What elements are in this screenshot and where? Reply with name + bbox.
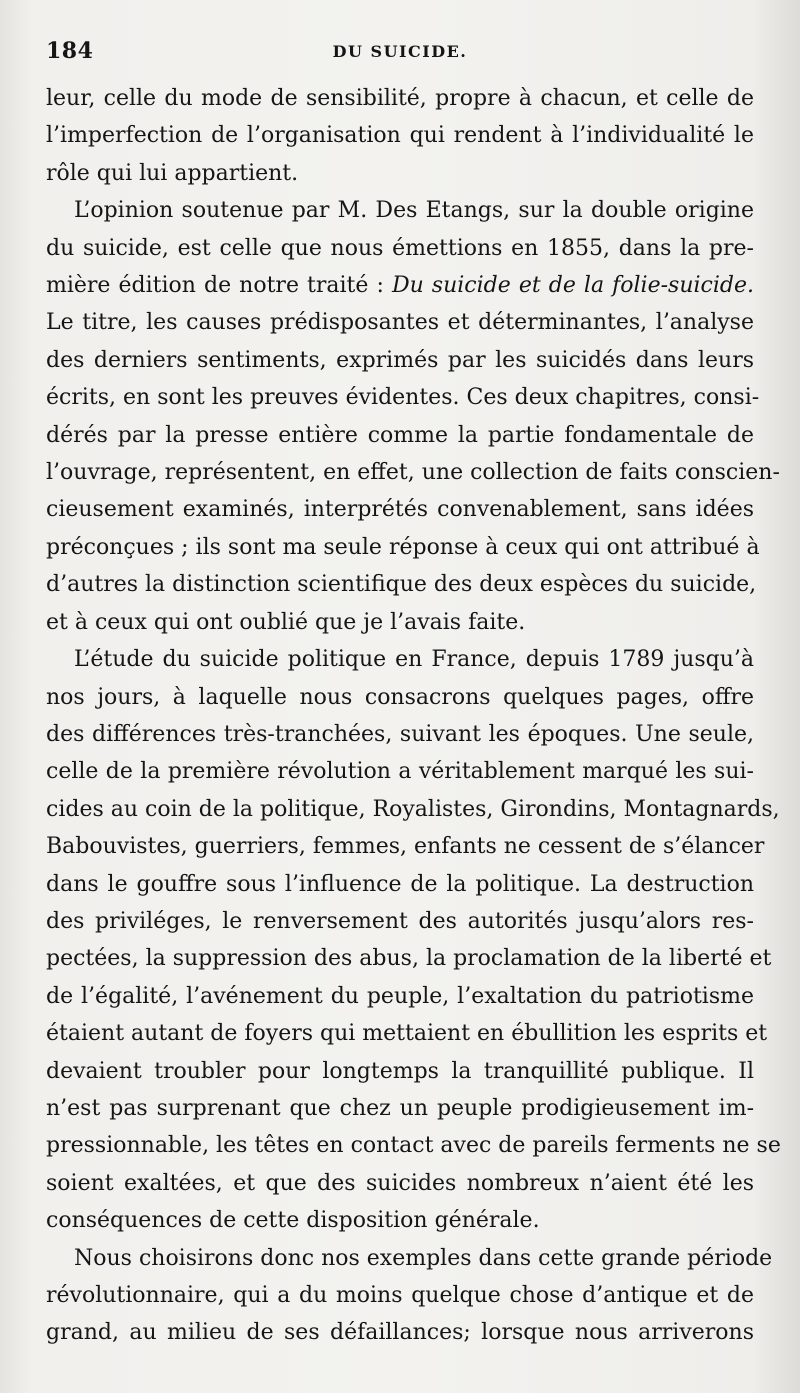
text-line: d’autres la distinction scientifique des deux espèces du suicide, (46, 572, 757, 598)
running-title: DU SUICIDE. (332, 42, 468, 61)
text-line: des différences très-tranchées, suivant les époques. Une seule, (46, 721, 754, 747)
text-line: L’étude du suicide politique en France, depuis 1789 jusqu’à (74, 647, 754, 673)
text-line: soient exaltées, et que des suicides nombreux n’aient été les (46, 1170, 754, 1196)
text-line: étaient autant de foyers qui mettaient en ébullition les esprits et (46, 1021, 768, 1047)
text-line: dérés par la presse entière comme la partie fondamentale de (46, 422, 754, 448)
book-title: Du suicide et de la folie-suicide. (391, 273, 754, 299)
text-line: l’ouvrage, représentent, en effet, une collection de faits conscien- (46, 460, 780, 486)
body-text (46, 80, 781, 1352)
text-line: pressionnable, les têtes en contact avec de pareils ferments ne se (46, 1133, 781, 1159)
text-line: devaient troubler pour longtemps la tranquillité publique. Il (46, 1058, 754, 1084)
text-line: cieusement examinés, interprétés convenablement, sans idées (46, 497, 754, 523)
text-line: révolutionnaire, qui a du moins quelque chose d’antique et de (46, 1283, 754, 1308)
text-line: et à ceux qui ont oublié que je l’avais faite. (46, 609, 526, 635)
text-fragment: mière édition de notre traité : (46, 273, 392, 299)
paragraph-3 (46, 641, 781, 1240)
text-line: Nous choisirons donc nos exemples dans cette grande période (74, 1245, 773, 1271)
text-line: celle de la première révolution a véritablement marqué les sui- (46, 759, 754, 785)
text-line: L’opinion soutenue par M. Des Etangs, sur la double origine (74, 198, 754, 224)
paragraph-1 (46, 80, 754, 192)
paragraph-2 (46, 192, 780, 641)
text-line: rôle qui lui appartient. (46, 160, 299, 186)
text-line: Le titre, les causes prédisposantes et déterminantes, l’analyse (46, 310, 754, 336)
text-line: des derniers sentiments, exprimés par les suicidés dans leurs (46, 347, 754, 373)
text-line: écrits, en sont les preuves évidentes. Ces deux chapitres, consi- (46, 385, 760, 411)
text-line: conséquences de cette disposition générale. (46, 1208, 540, 1234)
text-line: n’est pas surprenant que chez un peuple prodigieusement im- (46, 1095, 754, 1121)
text-line: du suicide, est celle que nous émettions en 1855, dans la pre- (46, 235, 754, 261)
text-line: cides au coin de la politique, Royalistes, Girondins, Montagnards, (46, 796, 780, 822)
text-line: des priviléges, le renversement des autorités jusqu’alors res- (46, 908, 754, 934)
text-line: grand, au milieu de ses défaillances; lorsque nous arriverons (46, 1320, 754, 1346)
text-line: nos jours, à laquelle nous consacrons quelques pages, offre (46, 684, 754, 710)
text-line: Babouvistes, guerriers, femmes, enfants ne cessent de s’élancer (46, 834, 765, 860)
page-number: 184 (46, 38, 94, 64)
text-line: l’imperfection de l’organisation qui rendent à l’individualité le (46, 123, 754, 149)
text-line: préconçues ; ils sont ma seule réponse à ceux qui ont attribué à (46, 534, 760, 560)
text-line-with-title (46, 267, 754, 304)
text-line: dans le gouffre sous l’influence de la politique. La destruction (46, 871, 754, 897)
text-line: leur, celle du mode de sensibilité, propre à chacun, et celle de (46, 86, 754, 111)
paragraph-4 (46, 1240, 773, 1352)
text-line: pectées, la suppression des abus, la proclamation de la liberté et (46, 946, 772, 972)
running-head (46, 38, 754, 68)
text-line: de l’égalité, l’avénement du peuple, l’exaltation du patriotisme (46, 983, 754, 1009)
